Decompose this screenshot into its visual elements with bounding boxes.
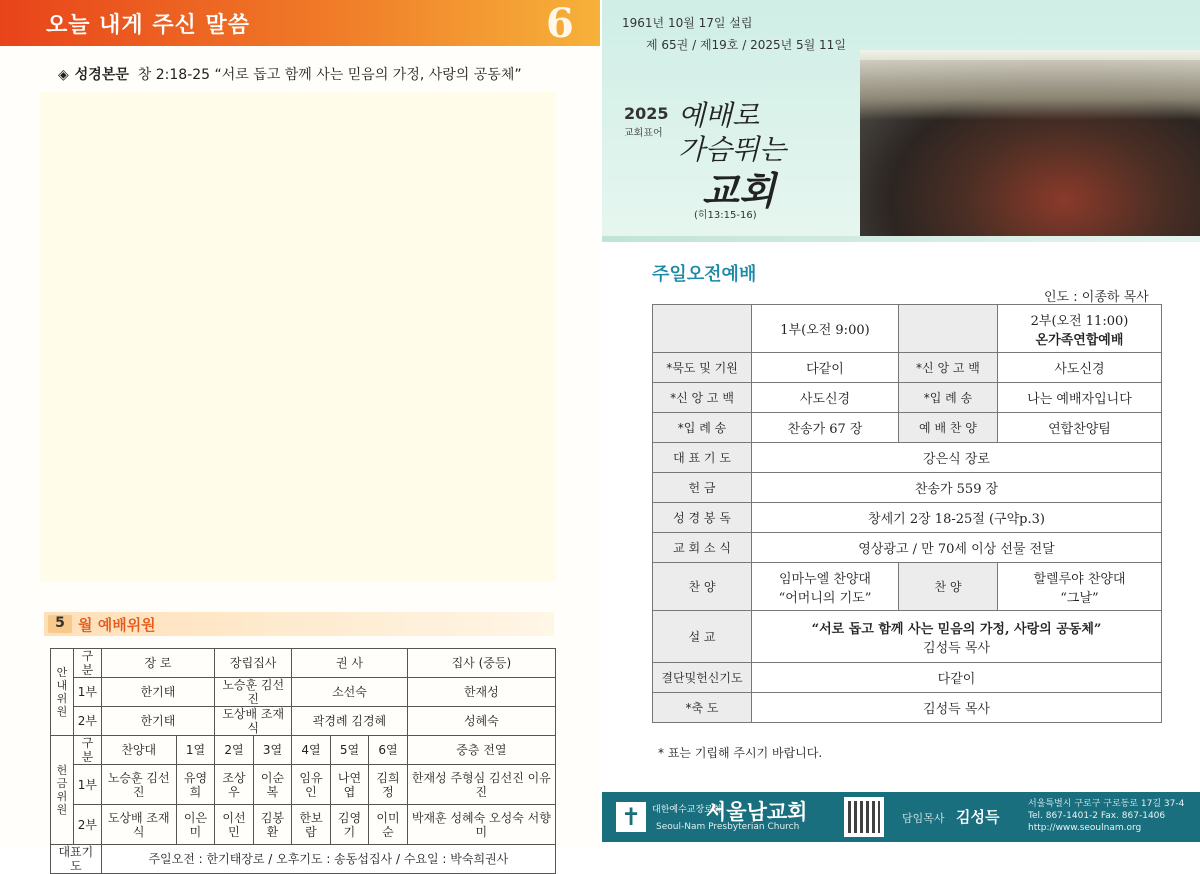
banner-title: 오늘 내게 주신 말씀	[46, 13, 250, 38]
table-cell: 나연엽	[330, 765, 369, 805]
song-title: “그날”	[1060, 590, 1099, 606]
table-cell: 1부	[74, 678, 102, 707]
table-header: 장립집사	[215, 649, 292, 678]
motto-line-3: 교회	[702, 168, 776, 213]
church-name: 서울남교회	[706, 800, 808, 824]
order-label: 예 배 찬 양	[898, 413, 997, 443]
service-leader: 인도 : 이종하 목사	[1044, 290, 1149, 305]
phone-fax: Tel. 867-1401-2 Fax. 867-1406	[1028, 811, 1166, 821]
order-label: *입 례 송	[653, 413, 752, 443]
table-cell: 한재성 주형심 김선진 이유진	[407, 765, 555, 805]
issue-info: 제 65권 / 제19호 / 2025년 5월 11일	[646, 38, 846, 52]
diamond-icon: ◈	[58, 67, 69, 83]
table-cell: 곽경례 김경혜	[292, 707, 408, 736]
month-number: 5	[48, 615, 72, 633]
order-label: 헌 금	[653, 473, 752, 503]
order-value: 사도신경	[752, 383, 899, 413]
motto-label: 교회표어	[624, 128, 663, 139]
table-header: 4열	[292, 736, 331, 765]
order-value: 다같이	[752, 663, 1162, 693]
table-cell: 조상우	[215, 765, 254, 805]
motto-line-2: 가슴뛰는	[678, 133, 787, 166]
sermon-banner	[0, 0, 600, 46]
pastor-name: 김성득	[956, 808, 1000, 826]
second-service-time: 2부(오전 11:00)	[1030, 313, 1129, 329]
standing-note: * 표는 기립해 주시기 바랍니다.	[658, 746, 823, 760]
table-cell: 한보람	[292, 805, 331, 845]
table-cell: 노승훈 김선진	[101, 765, 176, 805]
scripture-reference: 창 2:18-25	[137, 67, 211, 83]
second-service-name: 온가족연합예배	[1035, 332, 1124, 348]
table-row	[51, 805, 556, 845]
scripture-line	[58, 64, 522, 84]
table-row	[653, 611, 1162, 663]
worship-committee-header	[44, 612, 554, 636]
photo-highlight	[860, 50, 1200, 120]
order-label: 교 회 소 식	[653, 533, 752, 563]
table-cell	[653, 305, 752, 353]
order-label: 성 경 봉 독	[653, 503, 752, 533]
cross-icon: ✝	[616, 802, 646, 832]
choir-name: 할렐루야 찬양대	[1033, 571, 1126, 587]
ushers-label: 안내위원	[51, 649, 74, 736]
order-label: *신 앙 고 백	[653, 383, 752, 413]
qr-code-icon[interactable]	[844, 797, 884, 837]
established-date: 1961년 10월 17일 설립	[622, 16, 753, 30]
left-page	[0, 0, 600, 873]
address: 서울특별시 구로구 구로동로 17길 37-4	[1028, 799, 1185, 809]
order-label: 대 표 기 도	[653, 443, 752, 473]
table-header: 구분	[74, 649, 102, 678]
order-value: 찬송가 559 장	[752, 473, 1162, 503]
order-label: 설 교	[653, 611, 752, 663]
table-row	[653, 563, 1162, 611]
table-cell: 도상배 조재식	[101, 805, 176, 845]
denomination: 대한예수교장로회	[652, 805, 722, 815]
table-row	[51, 707, 556, 736]
table-cell: 한재성	[407, 678, 555, 707]
order-value: 창세기 2장 18-25절 (구약p.3)	[752, 503, 1162, 533]
song-title: “어머니의 기도”	[778, 590, 872, 606]
sermon-cell	[752, 611, 1162, 663]
order-value: 영상광고 / 만 70세 이상 선물 전달	[752, 533, 1162, 563]
table-cell	[898, 305, 997, 353]
order-label: 찬 양	[653, 563, 752, 611]
church-footer	[602, 792, 1200, 842]
table-cell: 2부	[74, 805, 102, 845]
order-value: 연합찬양팀	[997, 413, 1161, 443]
table-cell: 이미순	[369, 805, 408, 845]
table-cell: 노승훈 김선진	[215, 678, 292, 707]
table-row	[653, 693, 1162, 723]
table-cell: 임유인	[292, 765, 331, 805]
motto-reference: (히13:15-16)	[694, 210, 757, 221]
table-row	[653, 413, 1162, 443]
table-row	[51, 736, 556, 765]
table-row	[653, 503, 1162, 533]
first-service-time: 1부(오전 9:00)	[752, 305, 899, 353]
table-header: 6열	[369, 736, 408, 765]
cover-divider	[602, 236, 1200, 242]
order-label: *묵도 및 기원	[653, 353, 752, 383]
table-row	[653, 353, 1162, 383]
order-value: 찬송가 67 장	[752, 413, 899, 443]
table-row	[51, 678, 556, 707]
table-cell: 이은미	[176, 805, 215, 845]
preacher: 김성득 목사	[923, 640, 990, 656]
table-header: 2열	[215, 736, 254, 765]
table-cell: 소선숙	[292, 678, 408, 707]
table-cell: 이선민	[215, 805, 254, 845]
order-label: *축 도	[653, 693, 752, 723]
bulletin-cover	[602, 0, 1200, 236]
table-cell: 박재훈 성혜숙 오성숙 서향미	[407, 805, 555, 845]
prayer-label: 대표기도	[51, 845, 102, 874]
service-title: 주일오전예배	[652, 264, 757, 285]
table-header: 중층 전열	[407, 736, 555, 765]
order-label: *입 례 송	[898, 383, 997, 413]
table-cell: 1부	[74, 765, 102, 805]
contact-info	[1028, 798, 1184, 834]
qr-pattern	[848, 801, 880, 833]
table-row	[653, 443, 1162, 473]
order-value: 나는 예배자입니다	[997, 383, 1161, 413]
second-service-cell	[997, 305, 1161, 353]
scripture-label: 성경본문	[74, 67, 129, 83]
table-cell: 김영기	[330, 805, 369, 845]
order-label: *신 앙 고 백	[898, 353, 997, 383]
sermon-title: “서로 돕고 함께 사는 믿음의 가정, 사랑의 공동체”	[811, 621, 1102, 637]
table-row	[653, 383, 1162, 413]
table-cell: 2부	[74, 707, 102, 736]
praise-cell-2	[997, 563, 1161, 611]
table-cell: 성혜숙	[407, 707, 555, 736]
pastor-label: 담임목사	[902, 812, 945, 825]
table-row	[51, 845, 556, 874]
table-cell: 한기태	[101, 678, 214, 707]
worship-committee-table	[50, 648, 556, 874]
table-header: 권 사	[292, 649, 408, 678]
table-cell: 이순복	[253, 765, 292, 805]
table-cell: 유영희	[176, 765, 215, 805]
right-page	[600, 0, 1200, 850]
service-order-table	[652, 304, 1162, 723]
table-header: 집사 (중등)	[407, 649, 555, 678]
notes-area	[40, 92, 556, 582]
table-row	[51, 765, 556, 805]
order-value: 강은식 장로	[752, 443, 1162, 473]
table-row	[653, 473, 1162, 503]
motto-line-1: 예배로	[678, 99, 760, 132]
table-row	[653, 305, 1162, 353]
choir-name: 임마누엘 찬양대	[778, 571, 871, 587]
order-value: 김성득 목사	[752, 693, 1162, 723]
table-header: 구분	[74, 736, 102, 765]
table-row	[51, 649, 556, 678]
table-row	[653, 533, 1162, 563]
page-number: 6	[546, 0, 574, 47]
motto-year: 2025	[624, 104, 669, 123]
table-cell: 한기태	[101, 707, 214, 736]
order-value: 다같이	[752, 353, 899, 383]
table-header: 찬양대	[101, 736, 176, 765]
table-header: 1열	[176, 736, 215, 765]
table-cell: 김봉환	[253, 805, 292, 845]
table-header: 장 로	[101, 649, 214, 678]
prayer-text: 주일오전 : 한기태장로 / 오후기도 : 송동섭집사 / 수요일 : 박숙희권사	[101, 845, 555, 874]
order-label: 결단및헌신기도	[653, 663, 752, 693]
offering-label: 헌금위원	[51, 736, 74, 845]
table-header: 5열	[330, 736, 369, 765]
table-header: 3열	[253, 736, 292, 765]
website-link[interactable]: http://www.seoulnam.org	[1028, 823, 1142, 833]
table-cell: 김희정	[369, 765, 408, 805]
table-row	[653, 663, 1162, 693]
committee-title: 월 예배위원	[78, 616, 156, 634]
church-english-name: Seoul-Nam Presbyterian Church	[656, 822, 800, 832]
order-value: 사도신경	[997, 353, 1161, 383]
scripture-title: “서로 돕고 함께 사는 믿음의 가정, 사랑의 공동체”	[214, 67, 522, 83]
order-label: 찬 양	[898, 563, 997, 611]
table-cell: 도상배 조재식	[215, 707, 292, 736]
praise-cell-1	[752, 563, 899, 611]
